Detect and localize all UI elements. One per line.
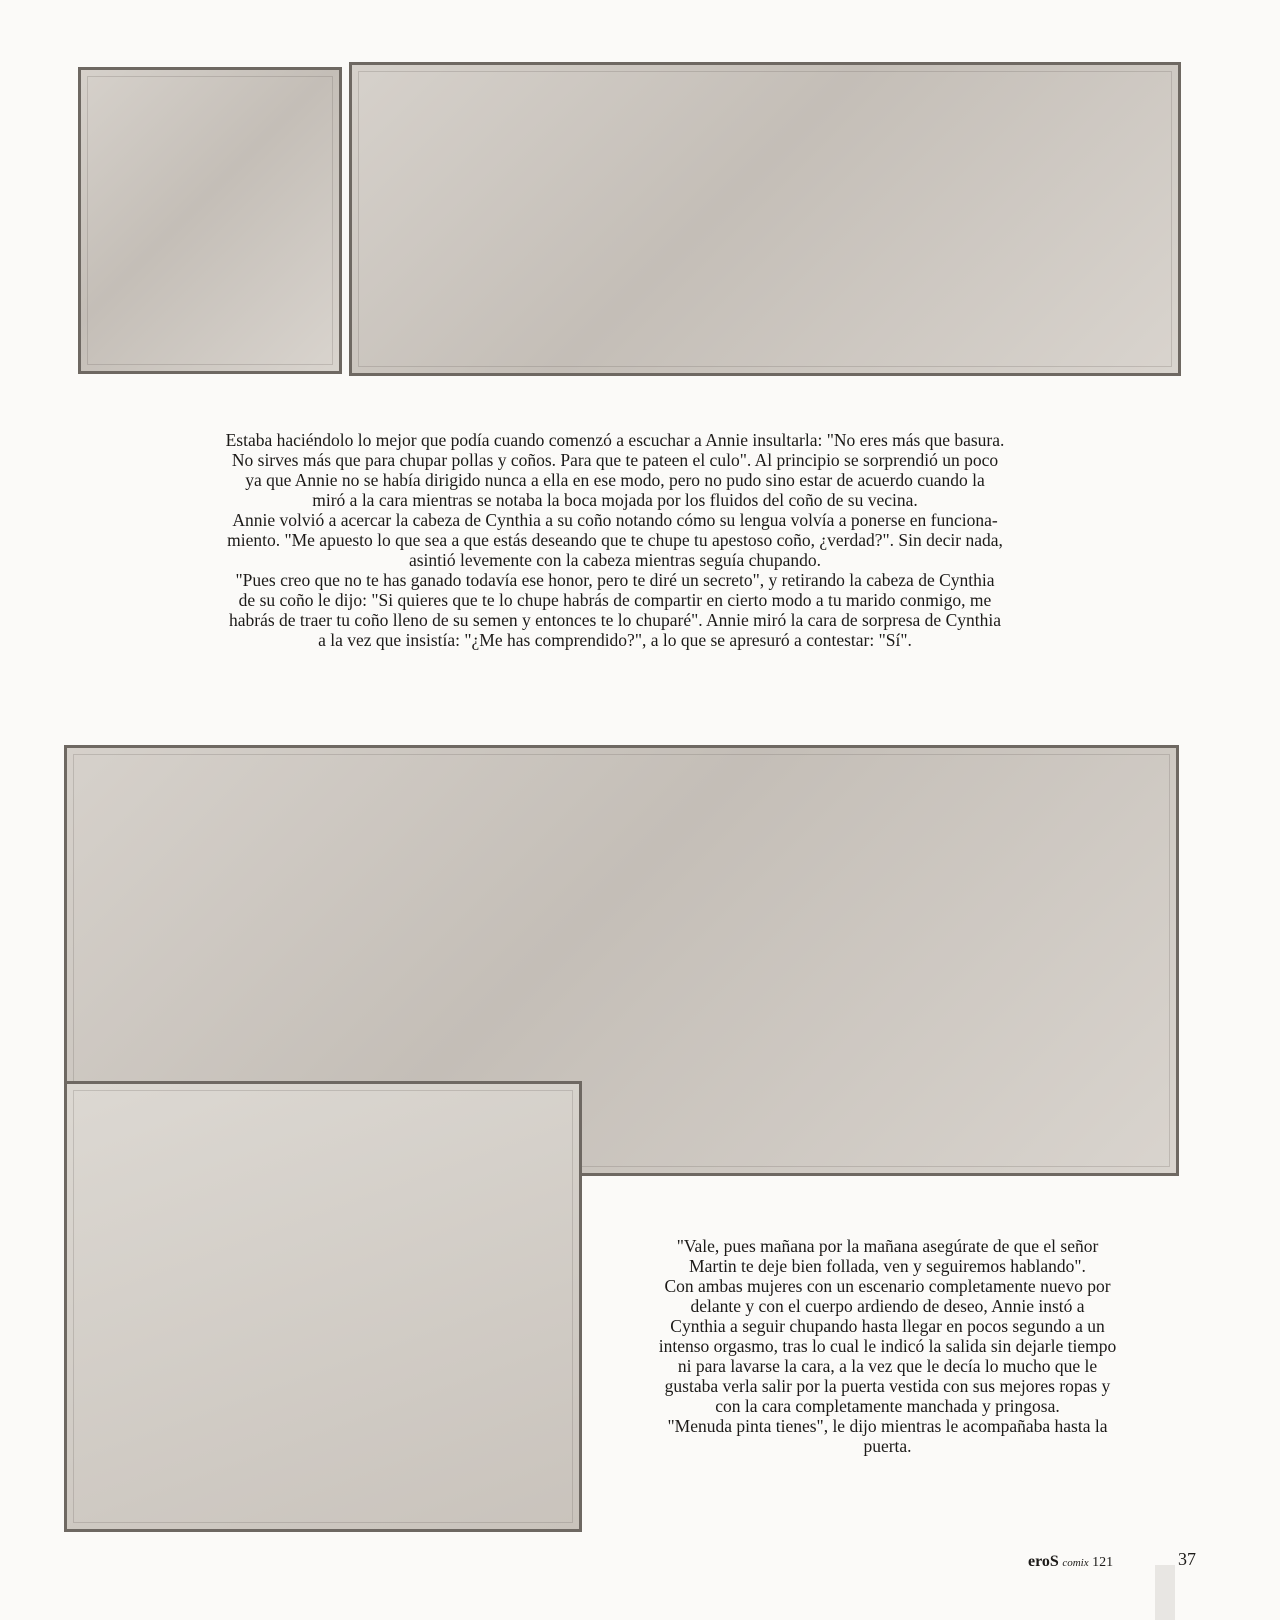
comic-panel-doorway	[64, 1081, 582, 1532]
text-line: con la cara completamente manchada y pringosa.	[715, 1396, 1060, 1416]
text-line: de su coño le dijo: "Si quieres que te lo chupe habrás de compartir en cierto modo a tu marido conmigo, me	[238, 590, 992, 610]
text-line: "Pues creo que no te has ganado todavía ese honor, pero te diré un secreto", y retirando la cabeza de Cynthia	[235, 570, 995, 590]
text-line: miento. "Me apuesto lo que sea a que estás deseando que te chupe tu apestoso coño, ¿verdad?". Sin decir nada,	[227, 530, 1003, 550]
text-line: Estaba haciéndolo lo mejor que podía cuando comenzó a escuchar a Annie insultarla: "No eres más que basura.	[225, 430, 1005, 450]
text-line: "Menuda pinta tienes", le dijo mientras le acompañaba hasta la	[667, 1416, 1108, 1436]
page-edge	[1155, 1565, 1175, 1620]
page-footer	[1028, 1549, 1196, 1571]
magazine-sub: comix	[1062, 1557, 1089, 1569]
text-line: Con ambas mujeres con un escenario completamente nuevo por	[664, 1276, 1111, 1296]
text-line: a la vez que insistía: "¿Me has comprendido?", a lo que se apresuró a contestar: "Sí".	[318, 630, 912, 650]
text-line: intenso orgasmo, tras lo cual le indicó la salida sin dejarle tiempo	[658, 1336, 1117, 1356]
story-text-block-1	[120, 430, 1110, 650]
story-text-block-2	[595, 1236, 1180, 1456]
text-line: miró a la cara mientras se notaba la boca mojada por los fluidos del coño de su vecina.	[312, 490, 918, 510]
text-line: ni para lavarse la cara, a la vez que le decía lo mucho que le	[677, 1356, 1098, 1376]
text-line: ya que Annie no se había dirigido nunca a ella en ese modo, pero no pudo sino estar de acuerdo cuando la	[245, 470, 985, 490]
text-line: gustaba verla salir por la puerta vestida con sus mejores ropas y	[664, 1376, 1111, 1396]
text-line: delante y con el cuerpo ardiendo de deseo, Annie instó a	[690, 1296, 1085, 1316]
text-line: No sirves más que para chupar pollas y coños. Para que te pateen el culo". Al principio se sorprendió un poco	[231, 450, 999, 470]
text-line: asintió levemente con la cabeza mientras seguía chupando.	[408, 550, 822, 570]
text-line: "Vale, pues mañana por la mañana asegúrate de que el señor	[676, 1236, 1099, 1256]
text-line: habrás de traer tu coño lleno de su semen y entonces te lo chuparé". Annie miró la cara de sorpresa de Cynthia	[228, 610, 1001, 630]
comic-panel-face	[78, 67, 342, 374]
magazine-brand: eroS	[1028, 1553, 1059, 1570]
text-line: Annie volvió a acercar la cabeza de Cynthia a su coño notando cómo su lengua volvía a ponerse en funciona-	[232, 510, 998, 530]
text-line: Martin te deje bien follada, ven y seguiremos hablando".	[689, 1256, 1086, 1276]
page-number: 37	[1178, 1549, 1196, 1569]
comic-panel-two-women	[349, 62, 1181, 376]
text-line: Cynthia a seguir chupando hasta llegar en pocos segundo a un	[670, 1316, 1105, 1336]
issue-number: 121	[1092, 1555, 1114, 1570]
text-line: puerta.	[863, 1436, 912, 1456]
